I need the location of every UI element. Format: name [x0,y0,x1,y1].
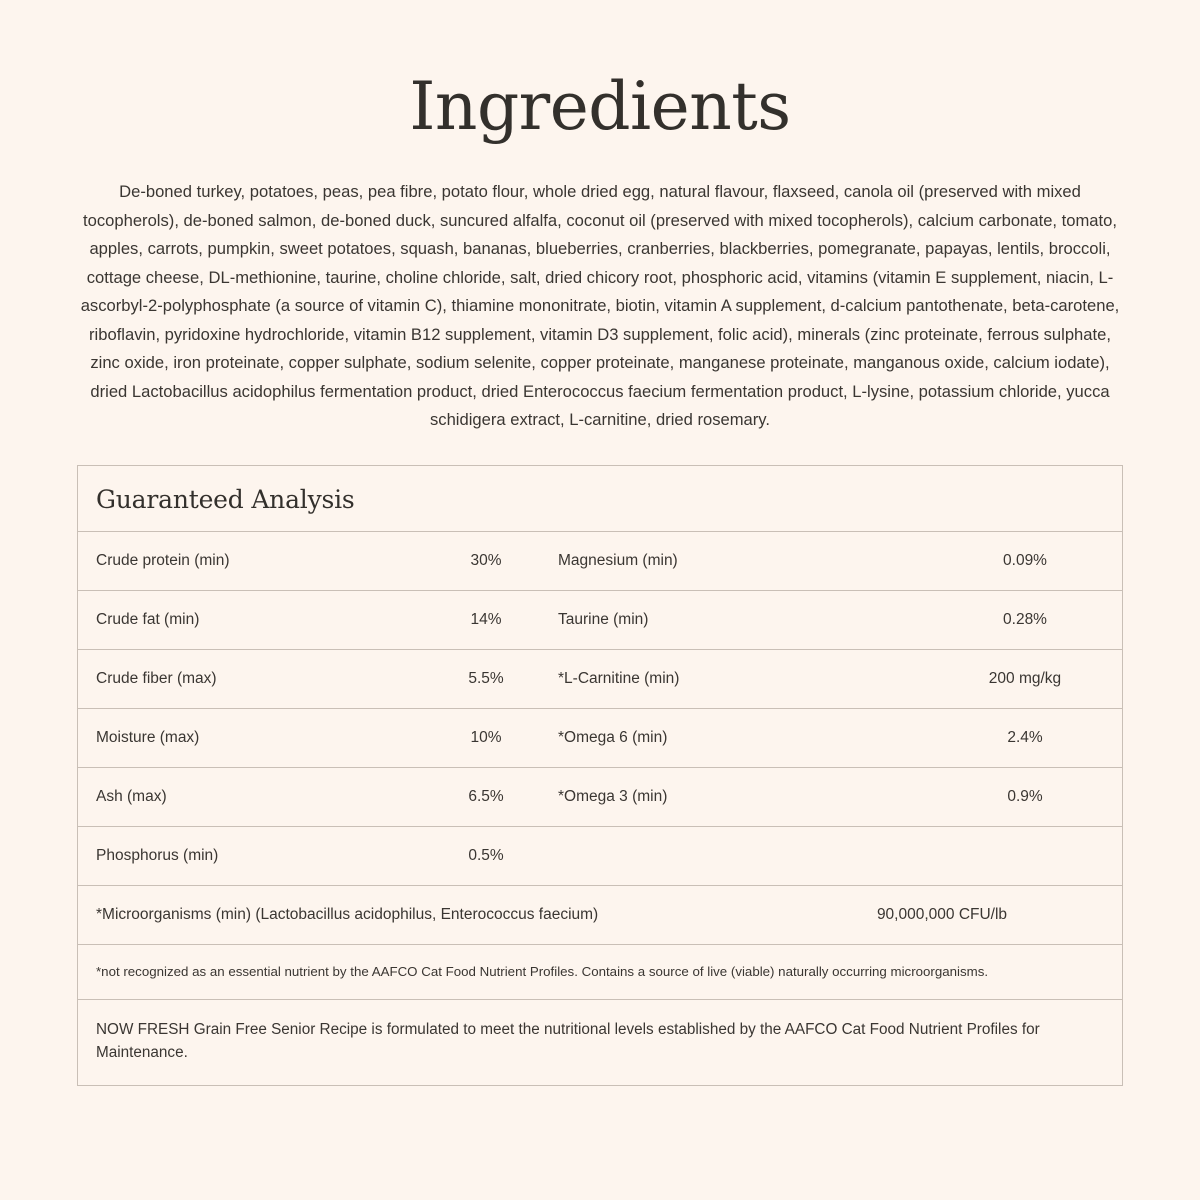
analysis-label-right: *Omega 3 (min) [558,787,668,805]
analysis-footnote: *not recognized as an essential nutrient by the AAFCO Cat Food Nutrient Profiles. Contains a source of live (viable) naturally occurring microorganisms. [78,945,1122,1000]
analysis-value-right: 0.9% [1007,787,1043,805]
guaranteed-analysis-heading: Guaranteed Analysis [78,466,1122,532]
table-row [78,591,1122,650]
analysis-label-left: Moisture (max) [96,728,200,746]
analysis-value-right: 200 mg/kg [988,669,1062,687]
table-row [78,532,1122,591]
microorganisms-value: 90,000,000 CFU/lb [876,905,1008,923]
microorganisms-label: *Microorganisms (min) (Lactobacillus acidophilus, Enterococcus faecium) [96,905,599,923]
analysis-value-left: 14% [470,610,502,628]
table-row [78,768,1122,827]
analysis-value-left: 10% [470,728,502,746]
analysis-value-right: 0.09% [1003,551,1047,569]
ingredients-paragraph: De-boned turkey, potatoes, peas, pea fibre, potato flour, whole dried egg, natural flavour, flaxseed, canola oil (preserved with mixed tocopherols), de-boned salmon, de-boned duck, suncured alfalfa, coconut oil (preserved with mixed tocopherols), calcium carbonate, tomato, apples, carrots, pumpkin, sweet potatoes, squash, bananas, blueberries, cranberries, blackberries, pomegranate, papayas, lentils, broccoli, cottage cheese, DL-methionine, taurine, choline chloride, salt, dried chicory root, phosphoric acid, vitamins (vitamin E supplement, niacin, L-ascorbyl-2-polyphosphate (a source of vitamin C), thiamine mononitrate, biotin, vitamin A supplement, d-calcium pantothenate, beta-carotene, riboflavin, pyridoxine hydrochloride, vitamin B12 supplement, vitamin D3 supplement, folic acid), minerals (zinc proteinate, ferrous sulphate, zinc oxide, iron proteinate, copper sulphate, sodium selenite, copper proteinate, manganese proteinate, manganous oxide, calcium iodate), dried Lactobacillus acidophilus fermentation product, dried Enterococcus faecium fermentation product, L-lysine, potassium chloride, yucca schidigera extract, L-carnitine, dried rosemary. [80,182,1120,430]
analysis-value-left: 30% [470,551,502,569]
microorganisms-row [78,886,1122,945]
analysis-label-right: Magnesium (min) [558,551,678,569]
guaranteed-analysis-panel [77,465,1123,1086]
analysis-value-left: 5.5% [468,669,504,687]
table-row [78,827,1122,886]
analysis-label-right: *Omega 6 (min) [558,728,668,746]
analysis-label-right: *L-Carnitine (min) [558,669,680,687]
table-row [78,650,1122,709]
table-row [78,709,1122,768]
analysis-value-left: 6.5% [468,787,504,805]
aafco-statement: NOW FRESH Grain Free Senior Recipe is formulated to meet the nutritional levels established by the AAFCO Cat Food Nutrient Profiles for Maintenance. [96,1021,1040,1061]
analysis-value-right: 2.4% [1007,728,1043,746]
analysis-label-right: Taurine (min) [558,610,649,628]
analysis-label-left: Crude protein (min) [96,551,230,569]
page-title: Ingredients [409,68,791,145]
analysis-value-left: 0.5% [468,846,504,864]
analysis-value-right: 0.28% [1003,610,1047,628]
analysis-label-left: Crude fat (min) [96,610,200,628]
analysis-label-left: Crude fiber (max) [96,669,217,687]
analysis-label-left: Phosphorus (min) [96,846,219,864]
analysis-label-left: Ash (max) [96,787,167,805]
